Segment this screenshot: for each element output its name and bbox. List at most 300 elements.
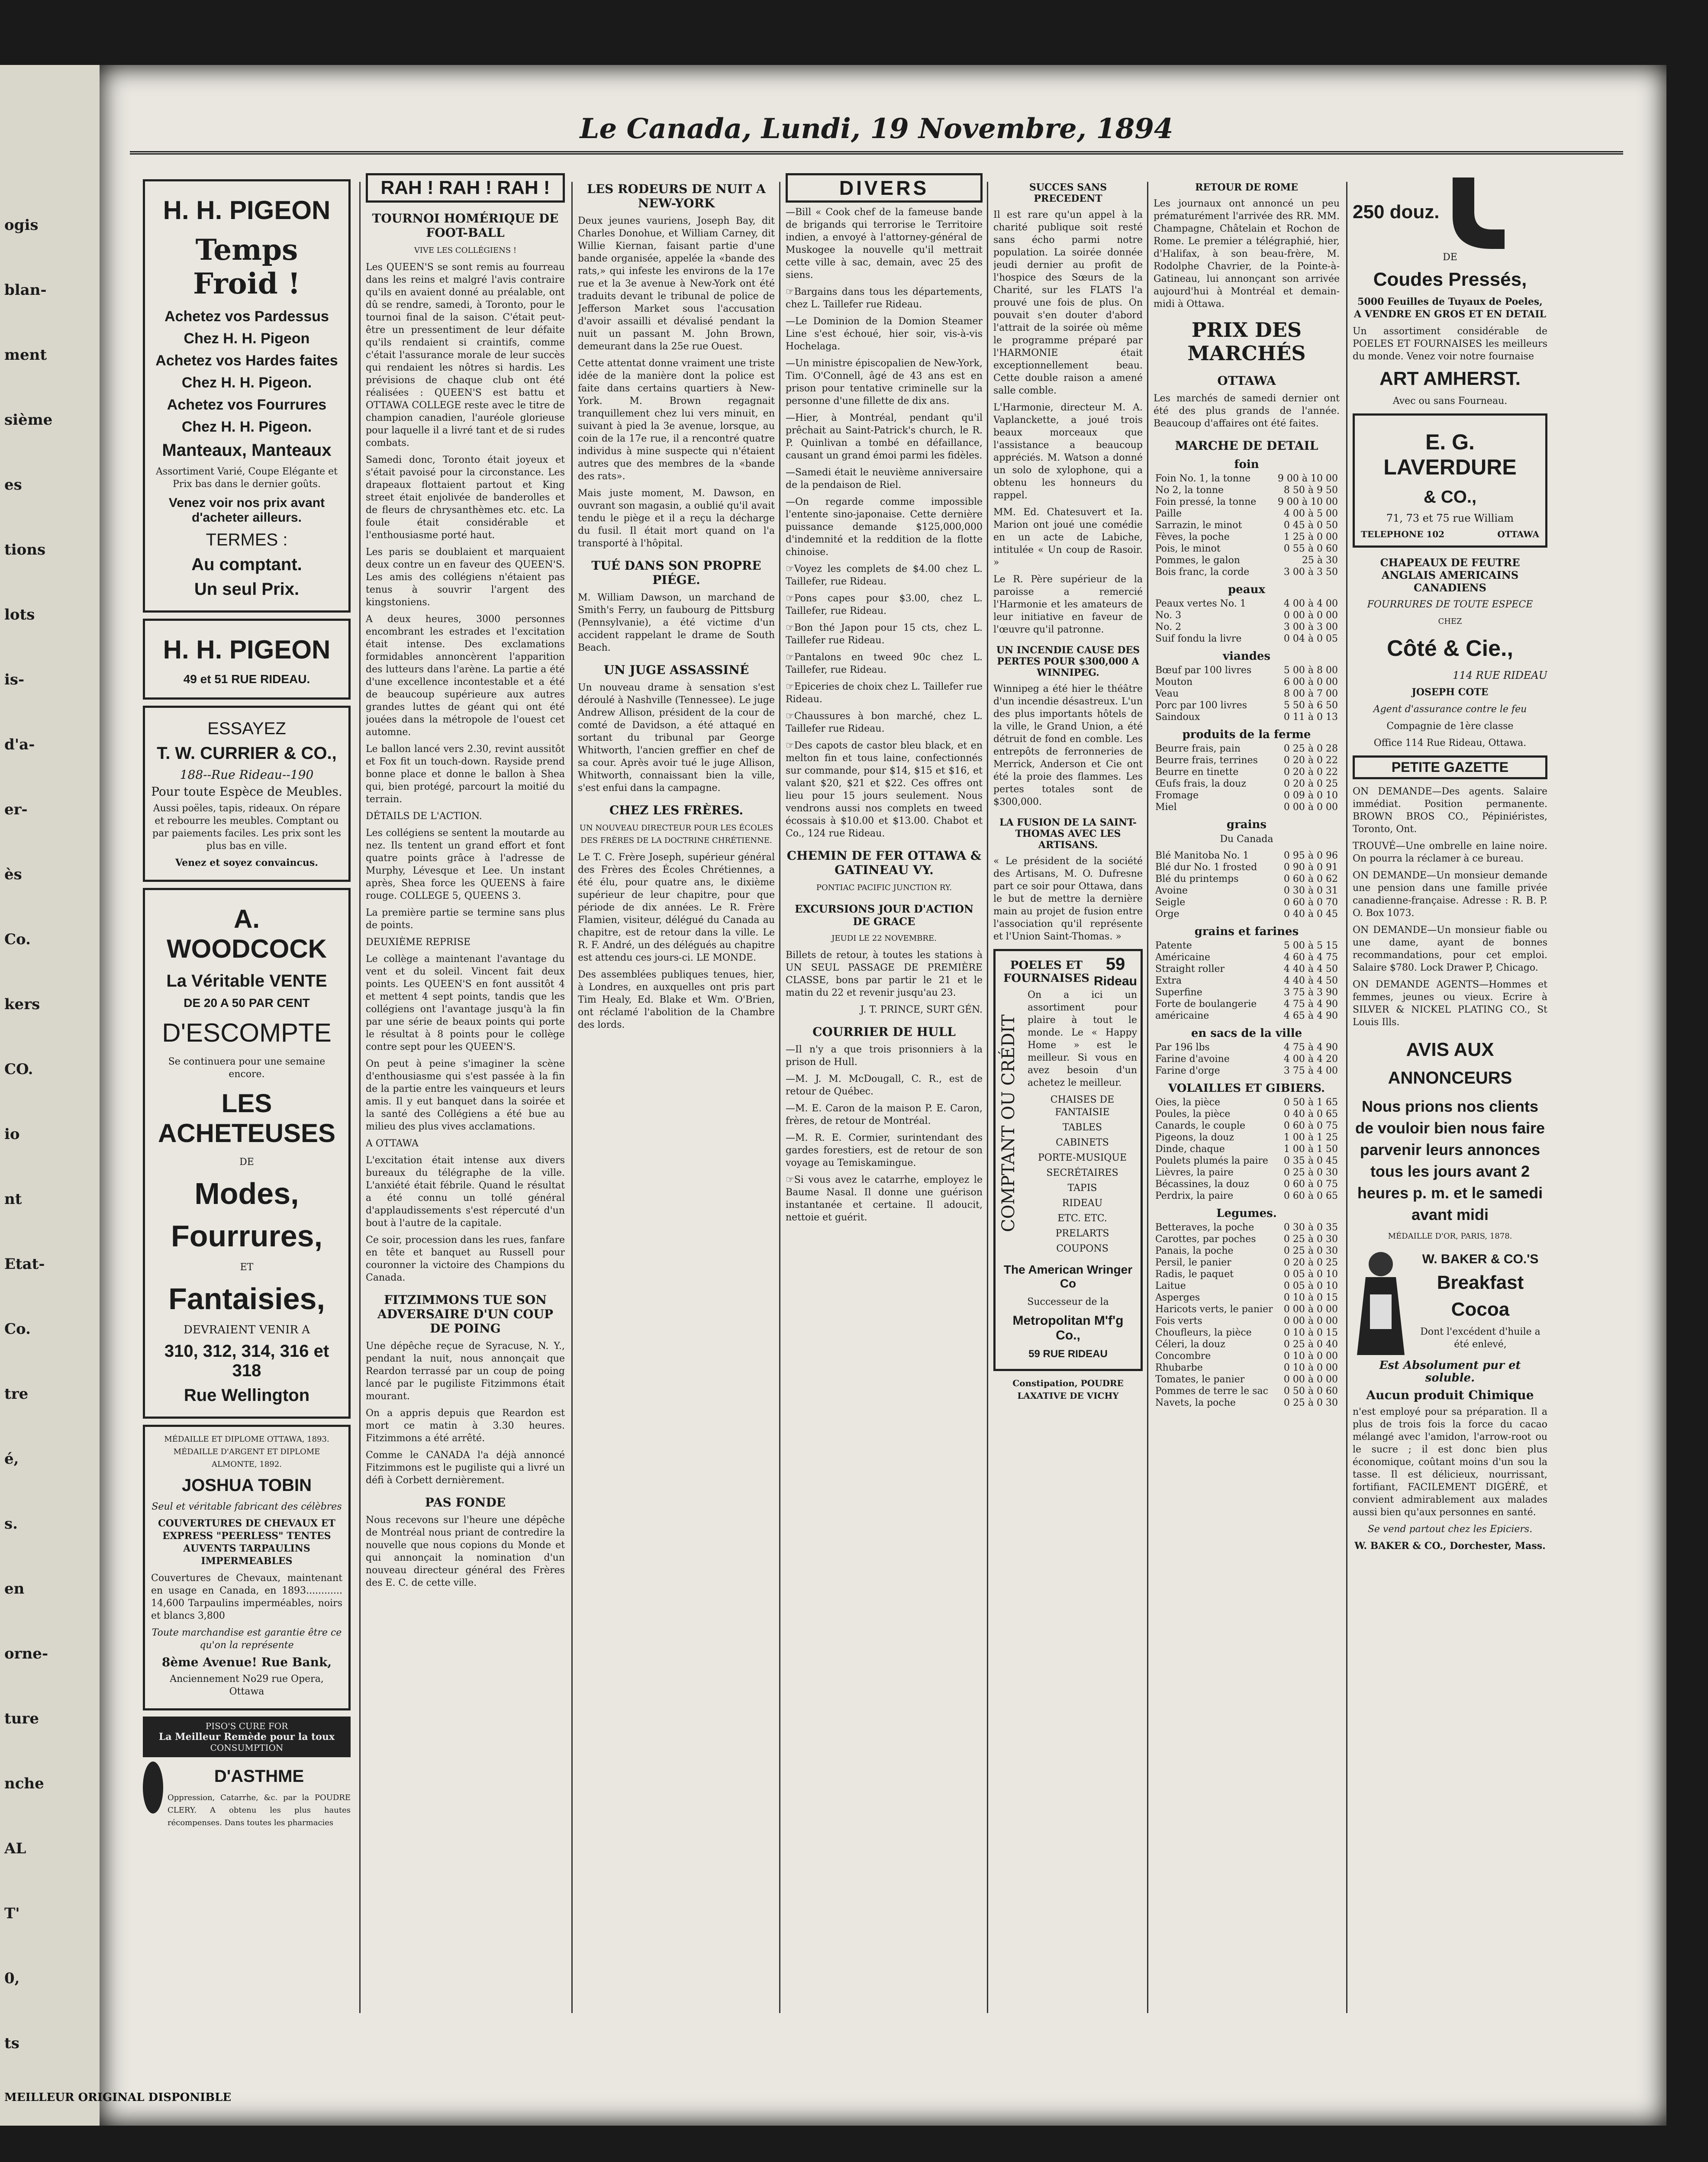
market-group-heading: foin xyxy=(1234,458,1259,471)
baker-vendu: Se vend partout chez les Epiciers. xyxy=(1367,1524,1533,1535)
left-strip-word: tions xyxy=(4,541,46,558)
amherst: ART AMHERST. xyxy=(1379,368,1521,389)
market-group-heading: produits de la ferme xyxy=(1182,728,1311,741)
market-row xyxy=(1154,940,1340,952)
wellington: Rue Wellington xyxy=(184,1386,310,1405)
market-row xyxy=(1154,1053,1340,1065)
freres-sub: UN NOUVEAU DIRECTEUR POUR LES ÉCOLES DES FRÈRES DE LA DOCTRINE CHRÉTIENNE. xyxy=(579,823,773,845)
laverdure-ottawa: OTTAWA xyxy=(1497,529,1539,539)
currier-ad xyxy=(143,706,351,882)
column-6-markets xyxy=(1154,173,1340,2035)
tobin-text: Couvertures de Chevaux, maintenant en usage en Canada, en 1893............ 14,600 Tarpaulins imperméables, noirs et blancs 3,800 xyxy=(151,1573,342,1621)
market-row xyxy=(1154,1339,1340,1350)
market-item: Pigeons, la douz xyxy=(1155,1132,1234,1143)
freres-headline: CHEZ LES FRÈRES. xyxy=(609,803,744,817)
market-price: 0 55 à 0 60 xyxy=(1283,543,1338,554)
market-row xyxy=(1154,790,1340,801)
pigeon-manteaux-text: Assortiment Varié, Coupe Elégante et Prix bas dans le dernier goûts. xyxy=(155,466,338,490)
baker-text-2: n'est employé pour sa préparation. Il a plus de trois fois la force du cacao mélangé avec l'amidon, l'arrow-root ou le sucre ; il est donc bien plus économique, coûtant moins d'un sou la tasse. Il est délicieux, nourrissant, fortifiant, FACILEMENT DIGÉRÉ, et convient admirablement aux malades aussi bien qu'aux personnes en santé. xyxy=(1353,1407,1547,1518)
joseph-cote: JOSEPH COTE xyxy=(1412,687,1489,698)
market-price: 0 30 à 0 31 xyxy=(1283,885,1338,896)
market-item: Fromage xyxy=(1155,790,1199,801)
article-paragraph: —Le Dominion de la Domion Steamer Line s'est échoué, hier soir, vis-à-vis Hochelaga. xyxy=(786,316,983,352)
left-strip-word: 0, xyxy=(4,1970,20,1987)
market-row xyxy=(1154,1042,1340,1053)
market-price: 4 00 à 4 00 xyxy=(1283,598,1338,609)
market-price: 4 00 à 5 00 xyxy=(1283,508,1338,519)
market-row xyxy=(1154,1097,1340,1108)
market-item: Persil, le panier xyxy=(1155,1257,1231,1268)
baker-name: W. BAKER & CO.'S xyxy=(1422,1252,1539,1266)
poeles-item: COUPONS xyxy=(1056,1243,1109,1254)
pigeon2-address: 49 et 51 RUE RIDEAU. xyxy=(183,672,310,686)
rodeurs-article xyxy=(578,215,775,550)
left-strip-word: é, xyxy=(4,1450,19,1468)
market-price: 0 25 à 0 30 xyxy=(1283,1234,1338,1245)
avis-aux: AVIS AUX xyxy=(1406,1039,1494,1060)
market-item: Rhubarbe xyxy=(1155,1362,1203,1373)
tobin-ad xyxy=(143,1425,351,1710)
market-row xyxy=(1154,1222,1340,1233)
left-strip-word: kers xyxy=(4,996,40,1013)
cote-address: 114 RUE RIDEAU xyxy=(1453,669,1547,681)
article-paragraph: ON DEMANDE—Un monsieur fiable ou une dame, ayant de bonnes recommandations, pour cet emploi. Salaire $780. Lock Drawer P, Chicago. xyxy=(1353,925,1547,973)
juge-text: Un nouveau drame à sensation s'est déroulé à Nashville (Tennessee). Le juge Andrew Allison, président de la cour de comté de Davidson, a été attaqué en sortant du tribunal par George Whitworth, l'ancien greffier en chef de sa cour. Après avoir tué le juge Allison, Whitworth, connaissant bien la ville, s'est enfui dans la campagne. xyxy=(578,682,775,794)
market-row xyxy=(1154,688,1340,700)
left-strip-word: tre xyxy=(4,1385,29,1403)
market-row xyxy=(1154,1120,1340,1132)
chocolate-girl-icon xyxy=(1353,1247,1409,1359)
market-price: 4 40 à 4 50 xyxy=(1283,964,1338,975)
market-item: Bécassines, la douz xyxy=(1155,1179,1249,1190)
market-group-heading: en sacs de la ville xyxy=(1191,1027,1302,1040)
tobin-garantie: Toute marchandise est garantie être ce qu'on la représente xyxy=(151,1627,342,1651)
market-item: Perdrix, la paire xyxy=(1155,1191,1234,1201)
poeles-item: PRELARTS xyxy=(1055,1228,1109,1239)
tuyaux: 5000 Feuilles de Tuyaux de Poeles, A VENDRE EN GROS ET EN DETAIL xyxy=(1354,296,1546,320)
market-price: 0 25 à 0 30 xyxy=(1283,1246,1338,1256)
rah-headline: RAH ! RAH ! RAH ! xyxy=(380,177,550,198)
woodcock-continuera: Se continuera pour une semaine encore. xyxy=(168,1056,325,1080)
article-paragraph: On peut à peine s'imaginer la scène d'enthousiasme qui s'est passée à la fin de la partie entre les vainqueurs et leurs amis. Il y eut banquet dans la soirée et la santé des Collégiens a été bue au milieu des plus vives acclamations. xyxy=(366,1058,565,1132)
baker-address: W. BAKER & CO., Dorchester, Mass. xyxy=(1354,1540,1546,1552)
article-paragraph: —Hier, à Montréal, pendant qu'il prêchait au Saint-Patrick's church, le R. P. Quinlivan a tombé en défaillance, causant un grand émoi parmi les fidèles. xyxy=(786,413,983,461)
poeles-item: TAPIS xyxy=(1067,1183,1097,1194)
pas-fonde-text: Nous recevons sur l'heure une dépêche de Montréal nous priant de contredire la nouvelle que nous copions du Monde et qui annonçait la nomination d'un nouveau directeur général des Frères des E. C. de cette ville. xyxy=(366,1515,565,1588)
chapeaux-fourrures: FOURRURES DE TOUTE ESPECE xyxy=(1367,599,1533,610)
juge-headline: UN JUGE ASSASSINÉ xyxy=(603,663,749,677)
article-paragraph: Les QUEEN'S se sont remis au fourreau dans les reins et malgré l'avis contraire qu'ils en avaient donné au préalable, ont dû se rendre, samedi, à Toronto, pour le tournoi final de la saison. C'était peut-être un pressentiment de leur défaite qu'ils rendaient si craintifs, comme c'était l'assurance morale de leur succès qui rendaient les nôtres si hardis. Les prévisions de chaque club ont été réalisées : QUEEN'S est battu et OTTAWA COLLEGE reste avec le titre de champion canadien, l'auréole glorieuse pour laquelle il a livré tant et de si rudes combats. xyxy=(366,262,565,449)
pigeon-line: Achetez vos Pardessus xyxy=(164,308,329,325)
market-item: Pommes, le galon xyxy=(1155,555,1240,566)
market-price: 0 95 à 0 96 xyxy=(1283,850,1338,861)
article-paragraph: Les collégiens se sentent la moutarde au nez. Ils tentent un grand effort et font quatre points grâce à l'adresse de Murphy, Lévesque et Lee. Un instant après, Shea force les QUEENS à faire rouge. COLLEGE 5, QUEENS 3. xyxy=(366,828,565,901)
market-row xyxy=(1154,665,1340,676)
market-item: Blé dur No. 1 frosted xyxy=(1155,862,1257,873)
poeles-rideau: Rideau xyxy=(1093,974,1137,988)
masthead: Le Canada, Lundi, 19 Novembre, 1894 xyxy=(130,113,1623,155)
detail-headline: MARCHE DE DETAIL xyxy=(1175,439,1318,453)
left-strip-word: T' xyxy=(4,1905,20,1922)
left-strip-word: ogis xyxy=(4,216,39,234)
pigeon-lines xyxy=(151,308,342,436)
column-1-ads xyxy=(143,173,351,2035)
article-paragraph: ☞Pantalons en tweed 90c chez L. Taillefer, rue Rideau. xyxy=(786,652,983,675)
market-row xyxy=(1154,1385,1340,1397)
market-price: 0 00 à 0 00 xyxy=(1283,802,1338,813)
market-item: Fois verts xyxy=(1155,1316,1202,1326)
market-price: 4 60 à 4 75 xyxy=(1283,952,1338,963)
metropolitan-address: 59 RUE RIDEAU xyxy=(1028,1348,1108,1360)
market-price: 0 10 à 0 15 xyxy=(1283,1292,1338,1303)
excursions-text: Billets de retour, à toutes les stations à UN SEUL PASSAGE DE PREMIÈRE CLASSE, bons par partir le 21 et le matin du 22 et revenir jusqu'au 23. xyxy=(786,950,983,998)
market-row xyxy=(1154,1167,1340,1178)
market-price: 0 10 à 0 00 xyxy=(1283,1351,1338,1362)
market-item: Lièvres, la paire xyxy=(1155,1167,1234,1178)
piso-ad xyxy=(143,1717,351,1757)
market-item: Farine d'avoine xyxy=(1155,1054,1230,1065)
football-article xyxy=(366,261,565,1284)
fitzimmons-article xyxy=(366,1340,565,1487)
poeles-item: RIDEAU xyxy=(1062,1198,1103,1209)
market-item: Miel xyxy=(1155,802,1177,813)
article-paragraph: MM. Ed. Chatesuvert et Ia. Marion ont joué une comédie en un acte de Labiche, intitulée « Un coup de Rasoir. » xyxy=(993,507,1143,568)
tobin-name: JOSHUA TOBIN xyxy=(181,1476,312,1495)
market-price: 0 60 à 0 75 xyxy=(1283,1179,1338,1190)
article-paragraph: Les paris se doublaient et marquaient deux contre un en faveur des QUEEN'S. Les amis des collégiens n'étaient pas tenus à souvrir l'argent des kingstoniens. xyxy=(366,547,565,608)
pigeon-line: Chez H. H. Pigeon. xyxy=(181,419,312,435)
left-strip-word: orne- xyxy=(4,1645,48,1662)
laverdure-cie: & CO., xyxy=(1423,487,1477,507)
market-tables xyxy=(1154,458,1340,1409)
article-paragraph: ☞Si vous avez le catarrhe, employez le Baume Nasal. Il donne une guérison instantanée et certaine. Il adoucit, nettoie et guérit. xyxy=(786,1175,983,1223)
piso-line-1: PISO'S CURE FOR xyxy=(205,1721,288,1731)
market-row xyxy=(1154,975,1340,987)
tue-headline: TUÉ DANS SON PROPRE PIÉGE. xyxy=(591,558,761,587)
market-price: 4 75 à 4 90 xyxy=(1283,1042,1338,1053)
market-item: Œufs frais, la douz xyxy=(1155,778,1246,789)
market-price: 3 00 à 3 50 xyxy=(1283,567,1338,578)
poeles-title: POELES ET FOURNAISES xyxy=(1003,958,1089,985)
left-strip-word: ts xyxy=(4,2035,19,2052)
market-item: Laitue xyxy=(1155,1281,1186,1291)
market-table xyxy=(1154,1097,1340,1202)
tue-text: M. William Dawson, un marchand de Smith's Ferry, un faubourg de Pittsburg (Pennsylvanie), a été victime d'un accident rappelant le drame de South Beach. xyxy=(578,592,775,653)
market-row xyxy=(1154,520,1340,531)
gazette-headline: PETITE GAZETTE xyxy=(1391,759,1509,775)
currier-address: 188--Rue Rideau--190 xyxy=(180,768,314,782)
market-table xyxy=(1154,665,1340,723)
market-item: Extra xyxy=(1155,975,1182,986)
woodcock-ad xyxy=(143,888,351,1419)
market-row xyxy=(1154,508,1340,520)
numeros: 310, 312, 314, 316 et 318 xyxy=(164,1342,329,1380)
market-row xyxy=(1154,1280,1340,1292)
market-item: Mouton xyxy=(1155,677,1193,687)
market-row xyxy=(1154,885,1340,897)
rah-box xyxy=(366,173,565,203)
poeles-text: On a ici un assortiment pour plaire à tout le monde. Le « Happy Home » est le meilleur. Si vous en avez besoin d'un achetez le meilleur. xyxy=(1028,990,1137,1088)
retour-text: Les journaux ont annoncé un peu prématurément l'arrivée des RR. MM. Champagne, Châtelain et Rochon de Rome. Le premier a télégraphié, hier, d'Halifax, à son beau-frère, M. Rodolphe Chavrier, de la Pointe-à-Gatineau, lui annonçant son arrivée aujourd'hui à Montréal et demain-midi à Ottawa. xyxy=(1154,198,1340,310)
baker-ad xyxy=(1353,1247,1547,1359)
market-item: Forte de boulangerie xyxy=(1155,999,1257,1010)
market-group-heading: grains xyxy=(1226,818,1267,831)
left-strip-word: s. xyxy=(4,1515,18,1533)
gazette-items xyxy=(1353,785,1547,1029)
article-paragraph: —On regarde comme impossible l'entente sino-japonaise. Cette dernière puissance demande $125,000,000 d'indemnité et la reddition de la flotte chinoise. xyxy=(786,497,983,558)
market-item: No. 3 xyxy=(1155,610,1182,621)
left-strip-word: io xyxy=(4,1126,20,1143)
market-row xyxy=(1154,1178,1340,1190)
pigeon-line: Achetez vos Fourrures xyxy=(167,397,327,413)
baker-text: Dont l'excédent d'huile a été enlevé, xyxy=(1420,1326,1540,1350)
market-table xyxy=(1154,1222,1340,1409)
market-price: 0 60 à 0 70 xyxy=(1283,897,1338,908)
hull-items xyxy=(786,1043,983,1224)
market-price: 0 11 à 0 13 xyxy=(1283,712,1338,723)
fusion-headline: LA FUSION DE LA SAINT-THOMAS AVEC LES ARTISANS. xyxy=(999,817,1137,851)
fantaisies: Fantaisies, xyxy=(168,1282,325,1316)
agent-line-2: Compagnie de 1ère classe xyxy=(1386,721,1514,732)
market-row xyxy=(1154,952,1340,963)
article-paragraph: —Un ministre épiscopalien de New-York, Tim. O'Connell, âgé de 43 ans est en prison pour tentative criminelle sur la personne d'une fillette de dix ans. xyxy=(786,358,983,407)
laverdure-name: E. G. LAVERDURE xyxy=(1383,430,1517,479)
market-row xyxy=(1154,543,1340,555)
cote-name: Côté & Cie., xyxy=(1387,636,1513,661)
column-5 xyxy=(993,173,1143,2035)
market-price: 0 09 à 0 10 xyxy=(1283,790,1338,801)
market-item: Panais, la poche xyxy=(1155,1246,1234,1256)
market-price: 0 90 à 0 91 xyxy=(1283,862,1338,873)
article-paragraph: Comme le CANADA l'a déjà annoncé Fitzimmons est le pugiliste qui a livré un défi à Corbett dernièrement. xyxy=(366,1450,565,1486)
currier-name: T. W. CURRIER & CO., xyxy=(157,744,337,763)
market-price: 1 00 à 1 25 xyxy=(1283,1132,1338,1143)
article-paragraph: ON DEMANDE—Des agents. Salaire immédiat. Position permanente. BROWN BROS CO., Pépiniéristes, Toronto, Ont. xyxy=(1353,786,1547,835)
market-row xyxy=(1154,1397,1340,1409)
devraient: DEVRAIENT VENIR A xyxy=(184,1323,310,1336)
market-row xyxy=(1154,621,1340,633)
fourrures: Fourrures, xyxy=(171,1219,323,1253)
market-item: Céleri, la douz xyxy=(1155,1339,1225,1350)
modes: Modes, xyxy=(194,1177,299,1210)
currier-venez: Venez et soyez convaincus. xyxy=(175,857,318,868)
acheteuses-de: DE xyxy=(239,1157,254,1168)
succes-article xyxy=(993,209,1143,636)
ou-word: OU xyxy=(999,1091,1018,1120)
prince: J. T. PRINCE, SURT GÉN. xyxy=(860,1004,983,1015)
fitzimmons-headline: FITZIMMONS TUE SON ADVERSAIRE D'UN COUP DE POING xyxy=(377,1293,553,1336)
metropolitan-name: Metropolitan M'f'g Co., xyxy=(1012,1313,1124,1342)
gazette-box xyxy=(1353,755,1547,779)
agent-line-1: Agent d'assurance contre le feu xyxy=(1373,704,1527,715)
baker-medaille: MÉDAILLE D'OR, PARIS, 1878. xyxy=(1388,1232,1512,1241)
market-price: 0 40 à 0 65 xyxy=(1283,1109,1338,1120)
left-strip-word: blan- xyxy=(4,281,47,299)
poeles-num: 59 xyxy=(1105,955,1125,974)
jeudi: JEUDI LE 22 NOVEMBRE. xyxy=(831,934,937,943)
fourneau: Avec ou sans Fourneau. xyxy=(1392,396,1508,407)
market-item: Dinde, chaque xyxy=(1155,1144,1225,1155)
market-group-heading: VOLAILLES ET GIBIERS. xyxy=(1168,1082,1325,1095)
rodeurs-headline: LES RODEURS DE NUIT A NEW-YORK xyxy=(587,182,766,210)
market-row xyxy=(1154,1327,1340,1339)
market-row xyxy=(1154,711,1340,723)
comptant-word: COMPTANT xyxy=(999,1125,1018,1232)
pigeon2-name: H. H. PIGEON xyxy=(163,635,331,664)
pigeon-manteaux: Manteaux, Manteaux xyxy=(162,441,332,460)
piso-line-2: La Meilleur Remède pour la toux xyxy=(158,1731,335,1743)
market-price: 0 45 à 0 50 xyxy=(1283,520,1338,531)
left-strip-word: Co. xyxy=(4,1320,31,1338)
market-item: Avoine xyxy=(1155,885,1188,896)
market-price: 5 00 à 8 00 xyxy=(1283,665,1338,676)
coudes-de: DE xyxy=(1443,252,1457,263)
column-4-divers xyxy=(786,173,983,2035)
market-item: Betteraves, la poche xyxy=(1155,1222,1254,1233)
column-rule xyxy=(779,182,780,2013)
coudes-ad xyxy=(1353,173,1547,251)
woodcock-vente: La Véritable VENTE xyxy=(166,971,327,991)
market-row xyxy=(1154,778,1340,790)
pigeon-termes: TERMES : xyxy=(206,530,288,549)
market-table xyxy=(1154,473,1340,578)
left-strip-word: ès xyxy=(4,866,22,883)
market-row xyxy=(1154,610,1340,621)
article-paragraph: Deux jeunes vauriens, Joseph Bay, dit Charles Donohue, et William Carney, dit Willie Kiernan, faisant partie d'une bande organisée, appelée la «bande des rats,» qui infeste les environs de la 17e rue et la 3e avenue à New-York ont été traduits devant le tribunal de police de Jefferson Market sous l'accusation d'avoir assailli et dévalisé pendant la nuit un passant M. John Brown, demeurant dans la 25e rue Ouest. xyxy=(578,216,775,352)
market-row xyxy=(1154,1155,1340,1167)
vive-collegiens: VIVE LES COLLÉGIENS ! xyxy=(414,246,517,255)
market-price: 8 50 à 9 50 xyxy=(1283,485,1338,496)
article-paragraph: Une dépêche reçue de Syracuse, N. Y., pendant la nuit, nous annonçait que Reardon terrassé par un coup de poing lancé par le pugiliste Fitzimmons était mourant. xyxy=(366,1341,565,1402)
succes-headline: SUCCES SANS PRECEDENT xyxy=(1029,182,1107,204)
market-price: 0 20 à 0 25 xyxy=(1283,1257,1338,1268)
poeles-items xyxy=(1028,1094,1137,1255)
hull-headline: COURRIER DE HULL xyxy=(812,1025,956,1039)
asthme-text: Oppression, Catarrhe, &c. par la POUDRE CLERY. A obtenu les plus hautes récompenses. Dans toutes les pharmacies xyxy=(168,1793,351,1827)
article-paragraph: —M. J. M. McDougall, C. R., est de retour de Québec. xyxy=(786,1074,983,1097)
adjacent-page-strip xyxy=(0,65,100,2126)
market-price: 0 20 à 0 22 xyxy=(1283,755,1338,766)
left-strip-word: Co. xyxy=(4,931,31,948)
article-paragraph: A deux heures, 3000 personnes encombrant les estrades et l'excitation était intense. Des exclamations formidables annoncèrent l'apparition des lutteurs dans l'arène. La partie a été d'une excellence incontestable et a été de beaucoup supérieure aux autres grandes luttes de géant qui ont été jouées dans la métropole de l'ouest cet automne. xyxy=(366,614,565,738)
market-item: Haricots verts, le panier xyxy=(1155,1304,1273,1315)
annonceurs: ANNONCEURS xyxy=(1388,1068,1512,1087)
cote-chez: CHEZ xyxy=(1438,617,1462,626)
market-price: 8 00 à 7 00 xyxy=(1283,688,1338,699)
market-subheading: Du Canada xyxy=(1220,834,1273,845)
market-table xyxy=(1154,598,1340,645)
tobin-medaille: MÉDAILLE ET DIPLOME OTTAWA, 1893. MÉDAILLE D'ARGENT ET DIPLOME ALMONTE, 1892. xyxy=(164,1435,329,1469)
market-item: Bœuf par 100 livres xyxy=(1155,665,1252,676)
article-paragraph: —M. E. Caron de la maison P. E. Caron, frères, de retour de Montréal. xyxy=(786,1103,983,1126)
market-price: 0 60 à 0 75 xyxy=(1283,1120,1338,1131)
left-strip-word: er- xyxy=(4,801,28,818)
article-paragraph: ☞Bon thé Japon pour 15 cts, chez L. Taillefer rue Rideau. xyxy=(786,623,983,646)
asthme-ad xyxy=(143,1762,351,1833)
market-row xyxy=(1154,1245,1340,1257)
market-row xyxy=(1154,1065,1340,1077)
article-paragraph: Le R. Père supérieur de la paroisse a remercié l'Harmonie et les amateurs de leur initiative en faveur de l'œuvre qu'il patronne. xyxy=(993,574,1143,635)
poeles-item: TABLES xyxy=(1062,1122,1102,1133)
market-row xyxy=(1154,1350,1340,1362)
poeles-item: ETC. ETC. xyxy=(1057,1213,1107,1224)
market-item: Bois franc, la corde xyxy=(1155,567,1250,578)
market-item: Pois, le minot xyxy=(1155,543,1221,554)
article-paragraph: ON DEMANDE AGENTS—Hommes et femmes, jeunes ou vieux. Ecrire à SILVER & NICKEL PLATING CO., St Louis Ills. xyxy=(1353,979,1547,1028)
market-group-heading: grains et farines xyxy=(1194,925,1299,938)
market-item: Farine d'orge xyxy=(1155,1065,1220,1076)
market-row xyxy=(1154,484,1340,496)
market-price: 0 00 à 0 00 xyxy=(1283,1374,1338,1385)
stovepipe-elbow-icon xyxy=(1444,173,1509,251)
coudes-presses: Coudes Pressés, xyxy=(1373,269,1527,290)
market-item: Beurre en tinette xyxy=(1155,767,1239,778)
market-item: Sarrazin, le minot xyxy=(1155,520,1242,531)
market-item: Carottes, par poches xyxy=(1155,1234,1256,1245)
wringer-name: The American Wringer Co xyxy=(1003,1263,1133,1290)
acheteuses: LES ACHETEUSES xyxy=(158,1089,336,1148)
market-row xyxy=(1154,496,1340,508)
article-paragraph: ☞Pons capes pour $3.00, chez L. Taillefer, rue Rideau. xyxy=(786,593,983,616)
market-price: 3 75 à 3 90 xyxy=(1283,987,1338,998)
market-item: Saindoux xyxy=(1155,712,1200,723)
market-price: 0 25 à 0 28 xyxy=(1283,743,1338,754)
market-price: 4 75 à 4 90 xyxy=(1283,999,1338,1010)
avis-text: Nous prions nos clients de vouloir bien nous faire parvenir leurs annonces tous les jours avant 2 heures p. m. et le samedi avant midi xyxy=(1355,1097,1545,1223)
market-item: Beurre frais, pain xyxy=(1155,743,1241,754)
tobin-address-2: Anciennement No29 rue Opera, Ottawa xyxy=(170,1674,324,1697)
market-price: 4 00 à 4 20 xyxy=(1283,1054,1338,1065)
column-rule xyxy=(1147,182,1148,2013)
tuyaux-text: Un assortiment considérable de POELES ET FOURNAISES les meilleurs du monde. Venez voir notre fournaise xyxy=(1353,326,1547,362)
market-row xyxy=(1154,1268,1340,1280)
column-2-football xyxy=(366,173,565,2035)
market-row xyxy=(1154,908,1340,920)
market-price: 4 40 à 4 50 xyxy=(1283,975,1338,986)
market-row xyxy=(1154,1315,1340,1327)
market-row xyxy=(1154,850,1340,862)
market-row xyxy=(1154,1257,1340,1268)
column-rule xyxy=(359,182,361,2013)
left-strip-word: is- xyxy=(4,671,25,688)
pigeon-line: Chez H. H. Pigeon xyxy=(184,330,310,347)
laverdure-telephone: TELEPHONE 102 xyxy=(1361,529,1445,539)
market-item: Asperges xyxy=(1155,1292,1200,1303)
agent-line-3: Office 114 Rue Rideau, Ottawa. xyxy=(1373,738,1527,749)
left-strip-word: d'a- xyxy=(4,736,35,753)
article-paragraph: ☞Des capots de castor bleu black, et en melton fin et tous laine, confectionnés sur commande, pour $14, $15 et $16, et valant $20, $21 et $22. Ces offres ont lieu pour 15 jours seulement. Nous vendrons aussi nos complets en tweed écossais à $10.00 et $13.00. Chabot et Co., 124 rue Rideau. xyxy=(786,740,983,839)
market-price: 9 00 à 10 00 xyxy=(1277,473,1338,484)
market-price: 0 04 à 0 05 xyxy=(1283,633,1338,644)
market-table xyxy=(1154,850,1340,920)
poeles-item: CHAISES DE FANTAISIE xyxy=(1050,1094,1115,1118)
market-row xyxy=(1154,1374,1340,1385)
market-item: Américaine xyxy=(1155,952,1210,963)
market-item: Tomates, le panier xyxy=(1155,1374,1245,1385)
prix-ottawa: OTTAWA xyxy=(1217,374,1276,388)
article-paragraph: DÉTAILS DE L'ACTION. xyxy=(366,811,482,822)
market-row xyxy=(1154,1292,1340,1304)
market-price: 0 10 à 0 15 xyxy=(1283,1327,1338,1338)
column-3-news xyxy=(578,173,775,2035)
market-item: américaine xyxy=(1155,1010,1209,1021)
chemin-headline: CHEMIN DE FER OTTAWA & GATINEAU VY. xyxy=(786,849,982,877)
market-row xyxy=(1154,1233,1340,1245)
market-row xyxy=(1154,1143,1340,1155)
market-item: Poules, la pièce xyxy=(1155,1109,1231,1120)
market-item: Straight roller xyxy=(1155,964,1225,975)
market-row xyxy=(1154,743,1340,755)
